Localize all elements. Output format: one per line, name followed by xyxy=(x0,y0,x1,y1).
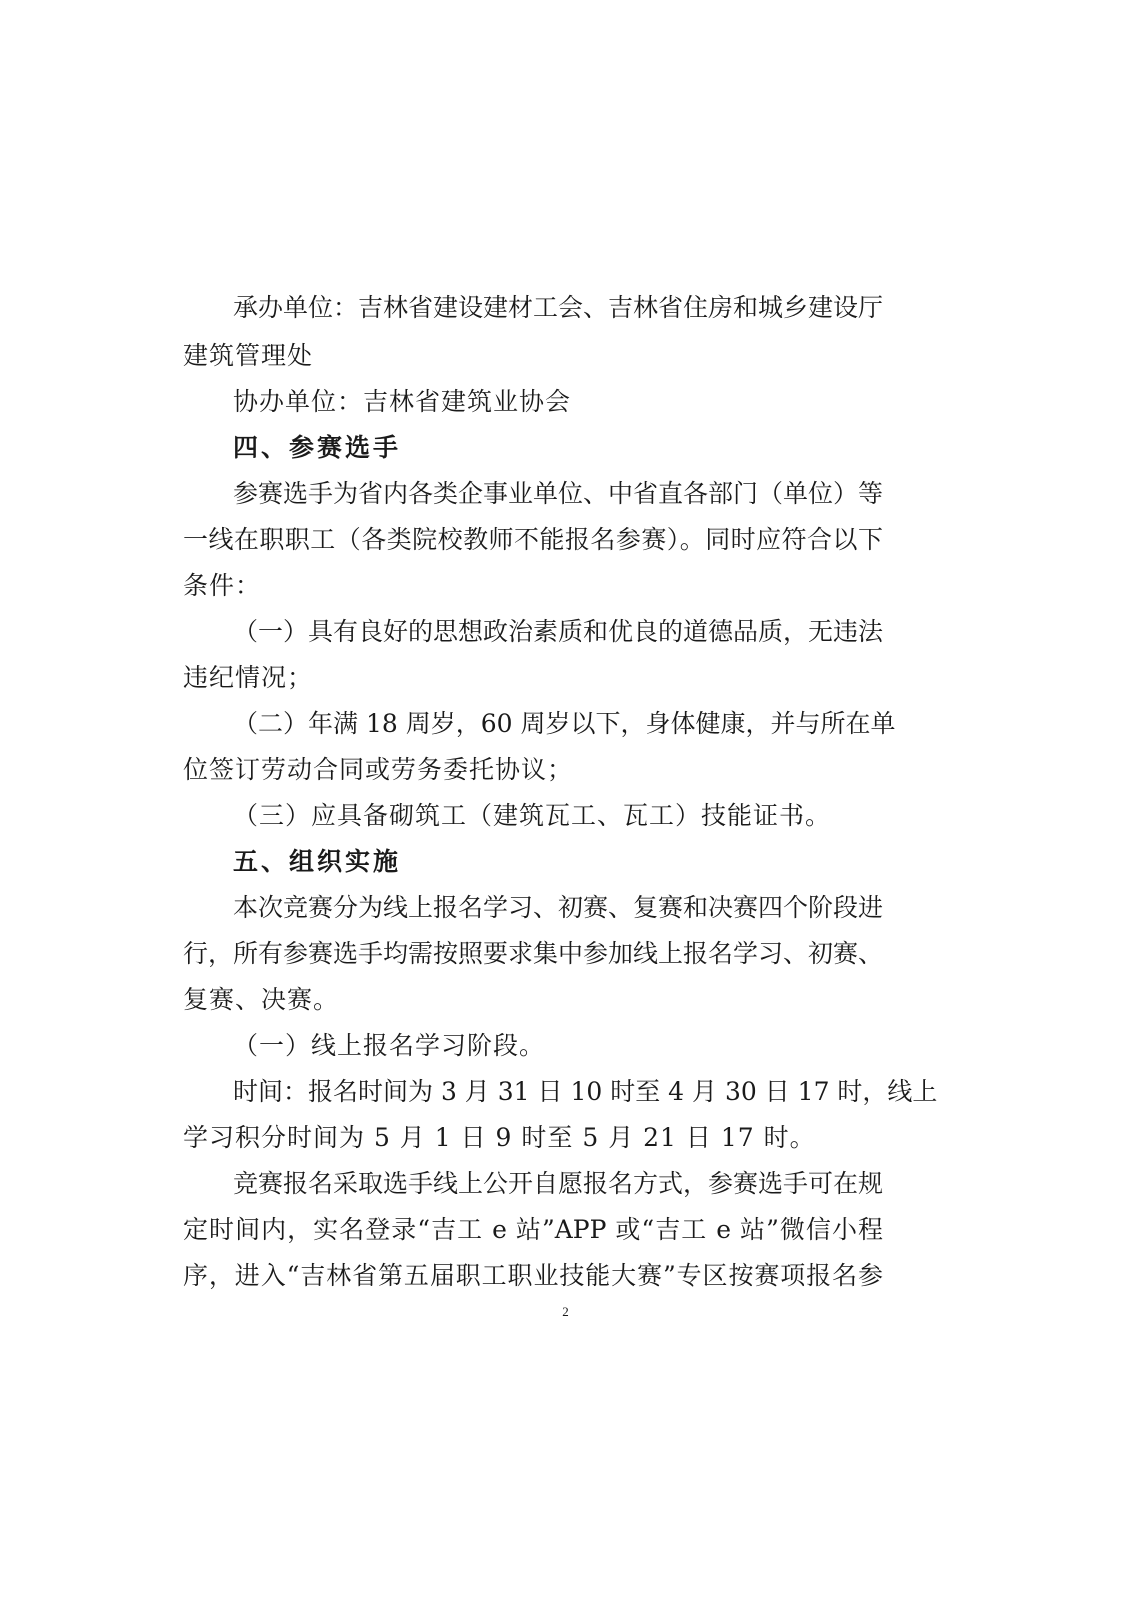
condition-1-line-1: （一）具有良好的思想政治素质和优良的道德品质，无违法 xyxy=(233,617,884,646)
organizer-line-2: 建筑管理处 xyxy=(183,341,314,370)
registration-line-1: 竞赛报名采取选手线上公开自愿报名方式，参赛选手可在规 xyxy=(233,1169,884,1198)
organizer-line-1: 承办单位：吉林省建设建材工会、吉林省住房和城乡建设厅 xyxy=(233,293,884,322)
registration-line-2: 定时间内，实名登录“吉工 e 站”APP 或“吉工 e 站”微信小程 xyxy=(183,1215,883,1244)
participants-line-2: 一线在职职工（各类院校教师不能报名参赛）。同时应符合以下 xyxy=(183,525,883,554)
condition-3-line-1: （三）应具备砌筑工（建筑瓦工、瓦工）技能证书。 xyxy=(233,801,832,830)
page-number: 2 xyxy=(562,1304,569,1319)
schedule-line-2: 学习积分时间为 5 月 1 日 9 时至 5 月 21 日 17 时。 xyxy=(183,1123,816,1152)
registration-line-3: 序，进入“吉林省第五届职工职业技能大赛”专区按赛项报名参 xyxy=(183,1261,883,1290)
participants-line-3: 条件： xyxy=(183,571,262,600)
implementation-line-3: 复赛、决赛。 xyxy=(183,985,340,1014)
section-heading-implementation: 五、组织实施 xyxy=(233,847,402,876)
condition-2-line-1: （二）年满 18 周岁，60 周岁以下，身体健康，并与所在单 xyxy=(233,709,896,738)
condition-1-line-2: 违纪情况； xyxy=(183,663,314,692)
schedule-line-1: 时间：报名时间为 3 月 31 日 10 时至 4 月 30 日 17 时，线上 xyxy=(233,1077,938,1106)
co-organizer-line: 协办单位：吉林省建筑业协会 xyxy=(233,387,572,416)
section-heading-participants: 四、参赛选手 xyxy=(233,433,402,462)
implementation-line-2: 行，所有参赛选手均需按照要求集中参加线上报名学习、初赛、 xyxy=(183,939,884,968)
implementation-line-1: 本次竞赛分为线上报名学习、初赛、复赛和决赛四个阶段进 xyxy=(233,893,884,922)
stage-1-heading: （一）线上报名学习阶段。 xyxy=(233,1031,546,1060)
participants-line-1: 参赛选手为省内各类企事业单位、中省直各部门（单位）等 xyxy=(233,479,884,508)
condition-2-line-2: 位签订劳动合同或劳务委托协议； xyxy=(183,755,574,784)
